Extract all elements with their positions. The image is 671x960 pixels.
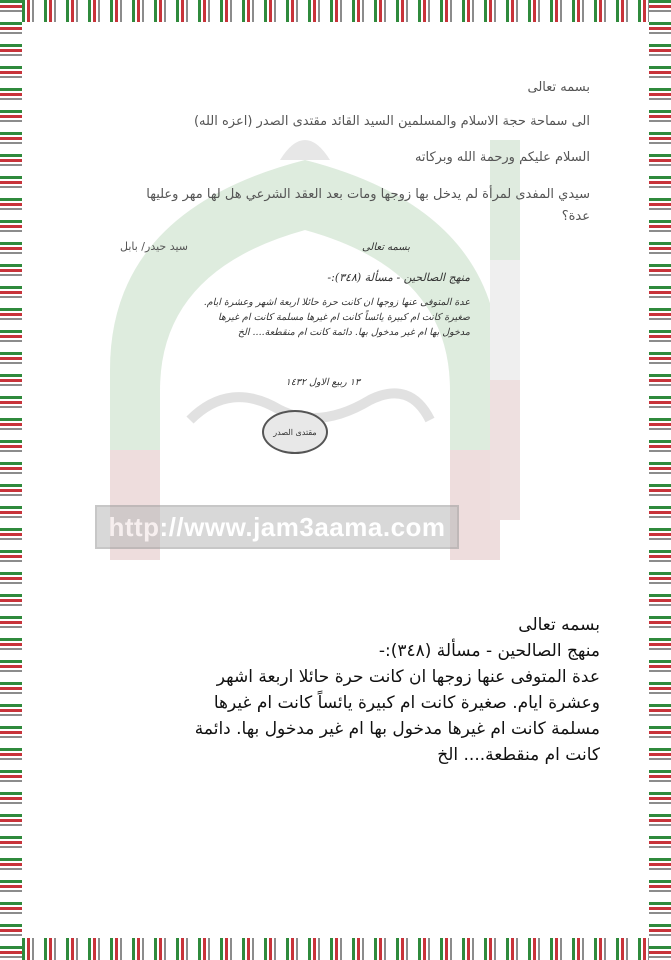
handwritten-answer <box>200 240 470 440</box>
decorative-border-top <box>0 0 671 22</box>
seal-text: مقتدى الصدر <box>273 427 317 437</box>
handwritten-body: عدة المتوفى عنها زوجها ان كانت حرة حائلا اربعة اشهر وعشرة ايام. صغيرة كانت ام كبيرة يائساً كانت ام غيرها مسلمة كانت ام غيرها مدخول بها ام غير مدخول بها. دائمة كانت ام منقطعة.... الخ <box>203 297 470 338</box>
transcript-line-1: بسمه تعالى <box>518 615 600 635</box>
decorative-border-left <box>0 0 22 960</box>
transcript-line-4: وعشرة ايام. صغيرة كانت ام كبيرة يائساً كانت ام غيرها <box>213 693 600 713</box>
seal-stamp-icon <box>262 410 328 454</box>
handwritten-date: ١٣ ربيع الاول ١٤٣٢ <box>285 377 360 388</box>
letter-greeting: السلام عليكم ورحمة الله وبركاته <box>414 150 590 165</box>
decorative-border-bottom <box>0 938 671 960</box>
letter-sender: سيد حيدر/ بابل <box>120 240 189 253</box>
transcript-line-6: كانت ام منقطعة.... الخ <box>437 745 600 765</box>
decorative-border-right <box>649 0 671 960</box>
letter-basmala: بسمه تعالى <box>527 80 590 95</box>
watermark-url: http://www.jam3aama.com <box>95 505 459 549</box>
transcription <box>60 612 600 768</box>
handwritten-basmala: بسمه تعالى <box>361 242 410 253</box>
handwritten-title: منهج الصالحين - مسألة (٣٤٨):- <box>327 271 470 284</box>
transcript-line-5: مسلمة كانت ام غيرها مدخول بها ام غير مدخول بها. دائمة <box>194 719 600 739</box>
transcript-line-3: عدة المتوفى عنها زوجها ان كانت حرة حائلا اربعة اشهر <box>216 667 600 687</box>
letter-addressee: الى سماحة حجة الاسلام والمسلمين السيد القائد مقتدى الصدر (اعزه الله) <box>193 114 590 129</box>
letter-question: سيدي المفدى لمرأة لم يدخل بها زوجها ومات بعد العقد الشرعي هل لها مهر وعليها عدة؟ <box>146 187 590 224</box>
transcript-line-2: منهج الصالحين - مسألة (٣٤٨):- <box>378 641 600 661</box>
